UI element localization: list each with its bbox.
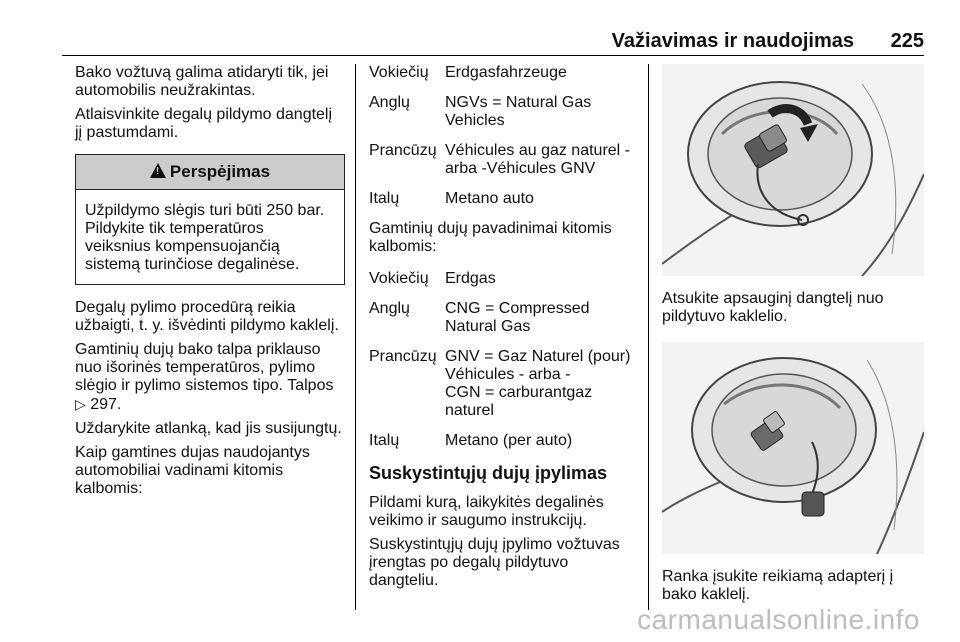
page-reference[interactable]: 297.: [90, 396, 122, 413]
paragraph: Kaip gamtines dujas naudojantys automobiliai vadinami kitomis kalbomis:: [75, 444, 310, 497]
fuel-filler-illustration-1: [662, 64, 924, 276]
paragraph: Degalų pylimo procedūrą reikia užbaigti, t. y. išvėdinti pildymo kaklelį.: [75, 299, 339, 334]
section-heading: Suskystintųjų dujų įpylimas: [369, 463, 608, 483]
paragraph: Bako vožtuvą galima atidaryti tik, jei automobilis neužrakintas.: [75, 64, 329, 99]
image-caption: Ranka įsukite reikiamą adapterį į bako kaklelį.: [662, 568, 894, 603]
paragraph: Uždarykite atlanką, kad jis susijungtų.: [75, 420, 342, 437]
watermark: carmanualsonline.info: [637, 604, 920, 635]
page-header: [0, 0, 960, 56]
image-caption: Atsukite apsauginį dangtelį nuo pildytuvo kaklelio.: [662, 290, 884, 325]
column-left: [75, 64, 345, 504]
column-right: [662, 64, 924, 604]
paragraph: Atlaisvinkite degalų pildymo dangtelį jį pastumdami.: [75, 106, 333, 141]
illustration-adapter: [662, 342, 924, 554]
warning-title: Perspėjimas: [169, 162, 271, 181]
paragraph: Gamtinių dujų pavadinimai kitomis kalbomis:: [369, 220, 612, 255]
table-row: Anglų CNG = Compressed Natural Gas: [369, 300, 590, 335]
column-divider-1: [355, 64, 356, 610]
page-title: Važiavimas ir naudojimas: [611, 30, 854, 52]
paragraph: Gamtinių dujų bako talpa priklauso nuo išorinės temperatūros, pylimo slėgio ir pylimo sistemos tipo. Talpos ▷ 297.: [75, 341, 334, 413]
names-table-gas: [369, 270, 634, 450]
warning-text: Užpildymo slėgis turi būti 250 bar. Pildykite tik temperatūros veiksnius kompensuojančią sistemą turinčiose degalinėse.: [85, 202, 325, 273]
table-row: Italų Metano auto: [369, 190, 534, 207]
table-row: Vokiečių Erdgas: [369, 270, 496, 287]
page-number: 225: [890, 30, 924, 52]
table-row: Prancūzų GNV = Gaz Naturel (pour) Véhicules - arba - CGN = carburantgaz naturel: [369, 348, 631, 419]
names-table-vehicles: [369, 64, 634, 208]
table-row: Anglų NGVs = Natural Gas Vehicles: [369, 94, 592, 129]
table-row: Italų Metano (per auto): [369, 432, 573, 449]
fuel-filler-illustration-2: [662, 342, 924, 554]
column-divider-2: [648, 64, 649, 610]
table-row: Vokiečių Erdgasfahrzeuge: [369, 64, 567, 81]
column-middle: [369, 64, 634, 596]
paragraph: Pildami kurą, laikykitės degalinės veikimo ir saugumo instrukcijų.: [369, 494, 604, 529]
warning-triangle-icon: !: [150, 163, 166, 178]
header-rule: [62, 55, 924, 56]
table-row: Prancūzų Véhicules au gaz naturel - arba -Véhicules GNV: [369, 142, 630, 177]
illustration-cap-removal: [662, 64, 924, 276]
warning-header: [76, 155, 344, 190]
paragraph: Suskystintųjų dujų įpylimo vožtuvas įrengtas po degalų pildytuvo dangteliu.: [369, 536, 620, 589]
warning-box: [75, 154, 345, 285]
page-reference-icon: ▷: [75, 396, 86, 412]
